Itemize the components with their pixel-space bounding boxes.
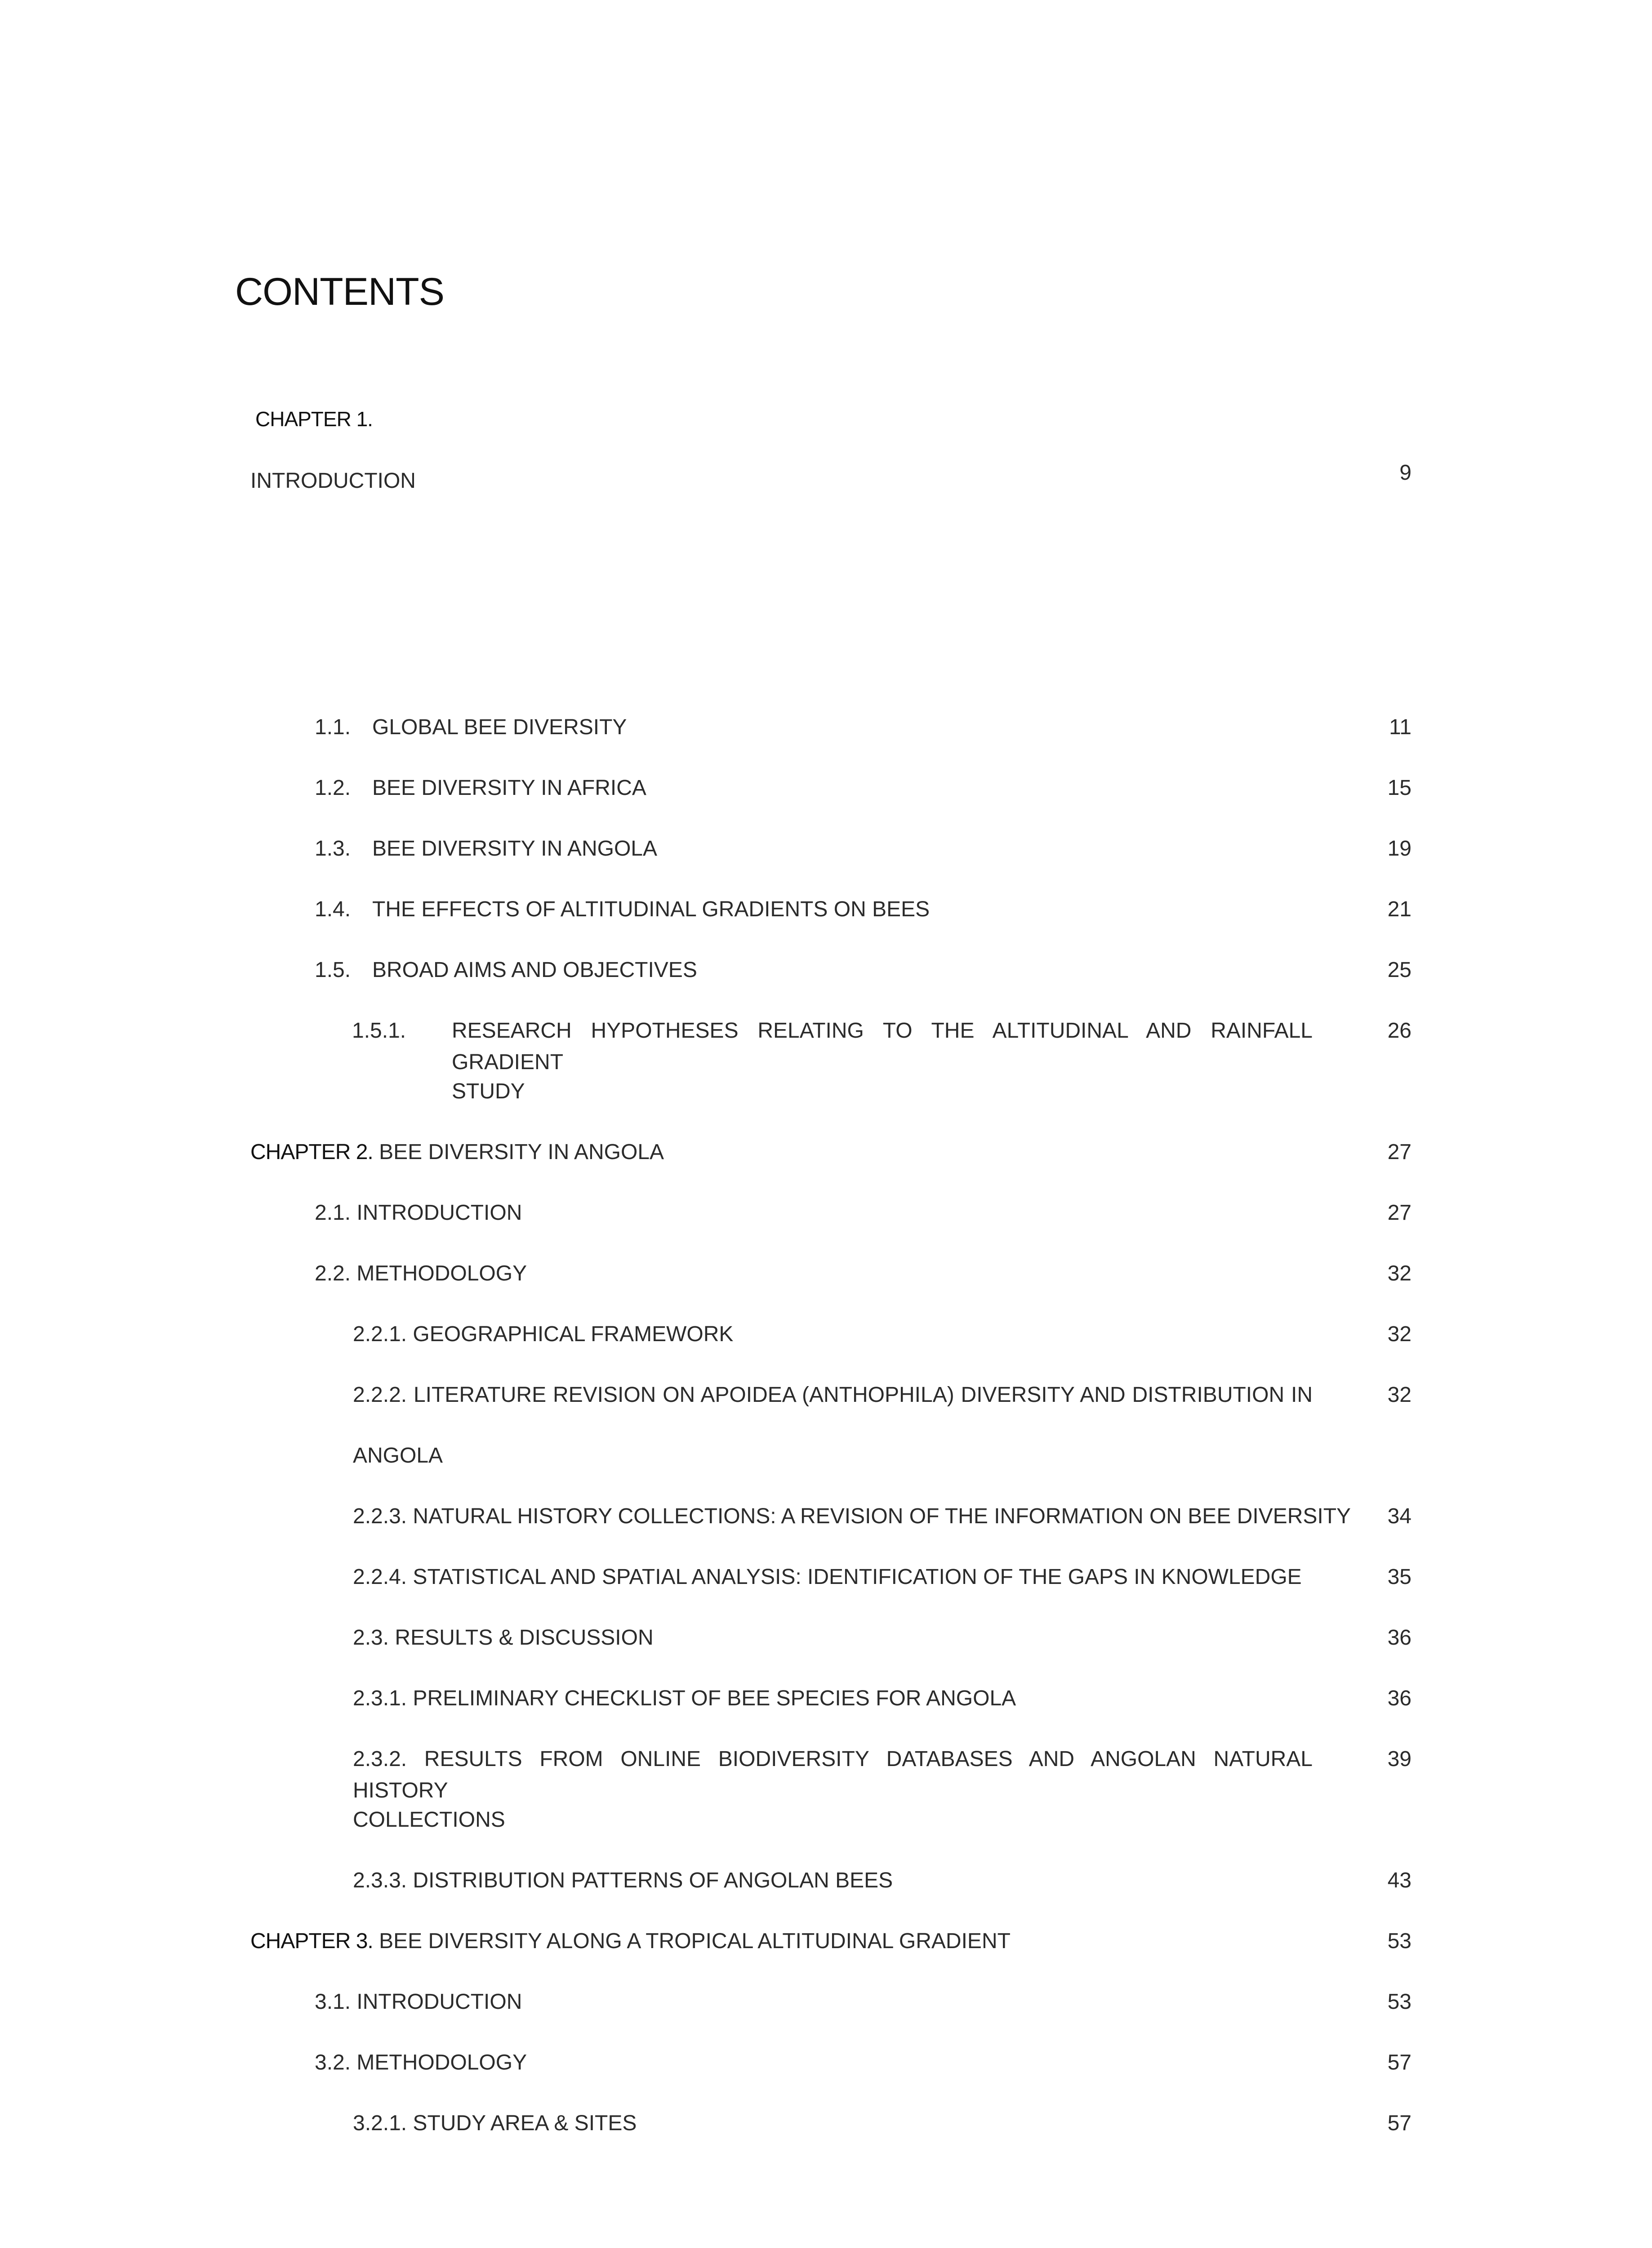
chapter-2-title: BEE DIVERSITY IN ANGOLA (379, 1140, 664, 1164)
toc-row-1-1[interactable] (0, 712, 1652, 743)
toc-entry-title: 3.1. INTRODUCTION (315, 1990, 522, 2014)
toc-entry-title: 2.3.3. DISTRIBUTION PATTERNS OF ANGOLAN BEES (353, 1869, 893, 1892)
toc-entry-title: 2.2.3. NATURAL HISTORY COLLECTIONS: A REVISION OF THE INFORMATION ON BEE DIVERSITY (353, 1504, 1351, 1528)
toc-entry-title: 2.2.4. STATISTICAL AND SPATIAL ANALYSIS: IDENTIFICATION OF THE GAPS IN KNOWLEDGE (353, 1565, 1302, 1589)
toc-page-number: 34 (1387, 1504, 1412, 1528)
toc-entry-number: 1.5. (315, 958, 351, 982)
toc-row-3-1[interactable] (0, 1986, 1652, 2018)
chapter-2-label: CHAPTER 2. (250, 1140, 373, 1164)
toc-entry-title (250, 1137, 664, 1168)
toc-entry-title: 2.3.1. PRELIMINARY CHECKLIST OF BEE SPECIES FOR ANGOLA (353, 1686, 1016, 1710)
toc-page-number: 15 (1387, 776, 1412, 800)
toc-page-number: 19 (1387, 837, 1412, 861)
toc-page-number: 53 (1387, 1990, 1412, 2014)
toc-row-1-5[interactable] (0, 955, 1652, 986)
toc-page-number: 26 (1387, 1019, 1412, 1043)
toc-entry-number: 1.1. (315, 715, 351, 739)
toc-row-1-3[interactable] (0, 833, 1652, 865)
toc-entry-title: RESEARCH HYPOTHESES RELATING TO THE ALTITUDINAL AND RAINFALL GRADIENT (452, 1019, 1313, 1074)
toc-entry-number: 1.3. (315, 837, 351, 861)
toc-page-number: 39 (1387, 1747, 1412, 1771)
toc-row-chapter-1-introduction[interactable] (0, 461, 1652, 497)
toc-entry-title: 2.1. INTRODUCTION (315, 1201, 522, 1225)
toc-row-3-2[interactable] (0, 2047, 1652, 2079)
toc-entry-title: 2.2. METHODOLOGY (315, 1262, 527, 1285)
toc-entry-title: THE EFFECTS OF ALTITUDINAL GRADIENTS ON BEES (372, 897, 930, 921)
toc-entry-title: INTRODUCTION (250, 469, 416, 493)
toc-row-chapter-2[interactable] (0, 1137, 1652, 1168)
toc-page-number: 57 (1387, 2111, 1412, 2135)
toc-row-1-5-1[interactable] (0, 1015, 1652, 1074)
toc-page-number: 25 (1387, 958, 1412, 982)
toc-entry-title (250, 1926, 1011, 1957)
toc-entry-number: 1.5.1. (352, 1019, 406, 1043)
toc-entry-title-continuation: COLLECTIONS (353, 1808, 505, 1832)
toc-page-number: 32 (1387, 1262, 1412, 1285)
toc-entry-title: 2.3. RESULTS & DISCUSSION (353, 1626, 654, 1650)
toc-page-number: 35 (1387, 1565, 1412, 1589)
toc-row-2-3[interactable] (0, 1622, 1652, 1654)
toc-entry-title: BEE DIVERSITY IN AFRICA (372, 776, 646, 800)
toc-page-number: 21 (1387, 897, 1412, 921)
toc-page-number: 32 (1387, 1383, 1412, 1407)
toc-entry-title: BROAD AIMS AND OBJECTIVES (372, 958, 697, 982)
toc-entry-title: BEE DIVERSITY IN ANGOLA (372, 837, 657, 861)
toc-page-number: 36 (1387, 1686, 1412, 1710)
toc-page-number: 36 (1387, 1626, 1412, 1650)
chapter-1-label: CHAPTER 1. (255, 407, 373, 431)
toc-page-number: 32 (1387, 1322, 1412, 1346)
toc-row-chapter-3[interactable] (0, 1926, 1652, 1957)
toc-row-2-3-1[interactable] (0, 1683, 1652, 1714)
toc-row-1-4[interactable] (0, 894, 1652, 925)
toc-row-2-2-2[interactable] (0, 1379, 1652, 1411)
toc-row-2-2-3[interactable] (0, 1501, 1652, 1532)
toc-page-number: 27 (1387, 1140, 1412, 1164)
toc-entry-title: 2.3.2. RESULTS FROM ONLINE BIODIVERSITY DATABASES AND ANGOLAN NATURAL HISTORY (353, 1747, 1313, 1802)
toc-entry-title: 2.2.1. GEOGRAPHICAL FRAMEWORK (353, 1322, 734, 1346)
toc-page-number: 9 (1399, 461, 1412, 485)
toc-row-2-3-2[interactable] (0, 1744, 1652, 1802)
toc-row-2-2-1[interactable] (0, 1319, 1652, 1350)
toc-page-number: 27 (1387, 1201, 1412, 1225)
toc-row-2-1[interactable] (0, 1197, 1652, 1229)
toc-row-2-2-4[interactable] (0, 1561, 1652, 1593)
toc-entry-title-continuation: STUDY (452, 1079, 525, 1103)
toc-entry-number: 1.4. (315, 897, 351, 921)
toc-page-number: 11 (1389, 715, 1412, 739)
chapter-3-label: CHAPTER 3. (250, 1929, 373, 1953)
toc-entry-title: 3.2. METHODOLOGY (315, 2051, 527, 2074)
page-title: CONTENTS (235, 270, 444, 313)
toc-entry-number: 1.2. (315, 776, 351, 800)
toc-row-2-2[interactable] (0, 1258, 1652, 1289)
toc-entry-title: 2.2.2. LITERATURE REVISION ON APOIDEA (ANTHOPHILA) DIVERSITY AND DISTRIBUTION IN (353, 1383, 1313, 1407)
toc-row-3-2-1[interactable] (0, 2108, 1652, 2139)
toc-page-number: 43 (1387, 1869, 1412, 1892)
chapter-3-title: BEE DIVERSITY ALONG A TROPICAL ALTITUDINAL GRADIENT (379, 1929, 1011, 1953)
toc-row-2-3-3[interactable] (0, 1865, 1652, 1896)
toc-entry-title: 3.2.1. STUDY AREA & SITES (353, 2111, 637, 2135)
toc-row-1-2[interactable] (0, 772, 1652, 804)
toc-entry-title-continuation: ANGOLA (353, 1444, 443, 1467)
toc-entry-title: GLOBAL BEE DIVERSITY (372, 715, 627, 739)
toc-page-number: 57 (1387, 2051, 1412, 2074)
toc-page-number: 53 (1387, 1929, 1412, 1953)
